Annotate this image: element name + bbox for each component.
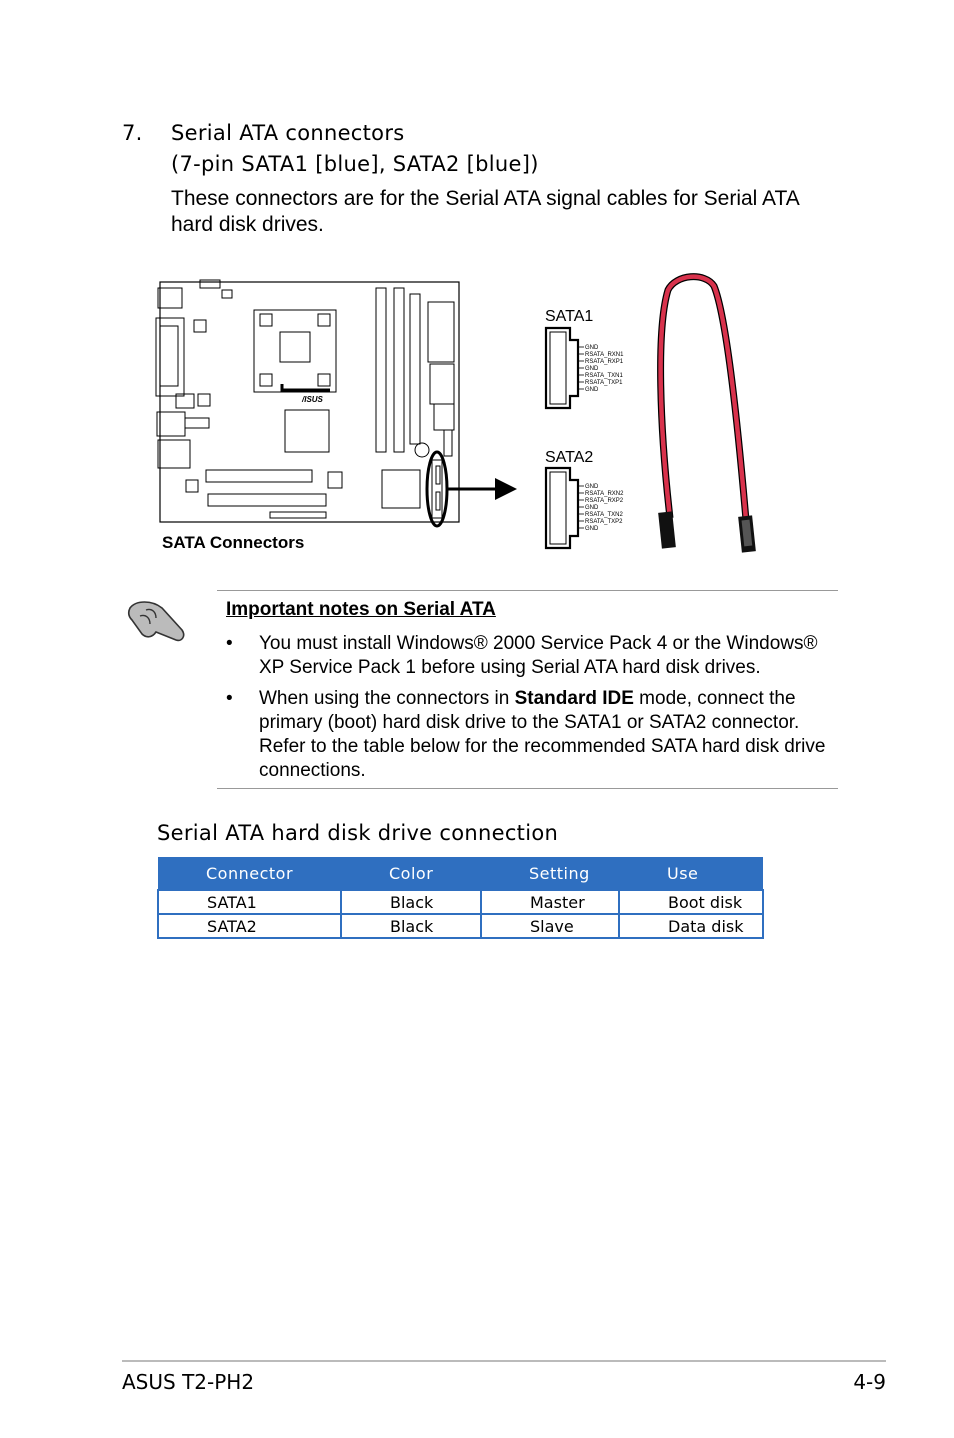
sata1-connector-diagram (546, 328, 578, 408)
section-title: Serial ATA connectors (171, 121, 405, 145)
sata1-pin-5: RSATA_TXN1 (585, 373, 623, 379)
cell-use: Data disk (619, 914, 763, 938)
section-description-line2: hard disk drives. (171, 213, 324, 236)
cell-setting: Master (481, 890, 619, 914)
note-bullet-2-suffix: mode, connect the (633, 688, 796, 709)
motherboard-layout (156, 280, 459, 526)
table-title: Serial ATA hard disk drive connection (157, 821, 559, 845)
sata2-pin-labels (585, 484, 624, 532)
footer-product-name: ASUS T2-PH2 (122, 1370, 255, 1394)
sata2-pin-7: GND (585, 526, 599, 532)
header-connector: Connector (158, 857, 341, 890)
header-use: Use (619, 857, 763, 890)
sata-diagram (150, 270, 790, 570)
board-logo: /ISUS (302, 395, 323, 404)
note-bullet-2-line3: Refer to the table below for the recommended SATA hard disk drive (259, 736, 826, 757)
sata1-pin-4: GND (585, 366, 599, 372)
note-bullet-2-prefix: When using the connectors in (259, 688, 515, 709)
sata1-pin-3: RSATA_RXP1 (585, 359, 624, 365)
sata2-pin-3: RSATA_RXP2 (585, 498, 624, 504)
pointer-arrow (448, 478, 517, 500)
sata2-label: SATA2 (545, 449, 594, 466)
cell-setting: Slave (481, 914, 619, 938)
sata1-pin-7: GND (585, 387, 599, 393)
note-top-rule (217, 590, 838, 591)
sata1-pin-6: RSATA_TXP1 (585, 380, 623, 386)
note-bullet-2 (226, 687, 838, 783)
sata2-pin-6: RSATA_TXP2 (585, 519, 623, 525)
cell-connector: SATA1 (158, 890, 341, 914)
table-header-row (158, 857, 763, 890)
note-bullet-2-line4: connections. (259, 760, 366, 781)
sata1-pin-2: RSATA_RXN1 (585, 352, 624, 358)
footer-rule (122, 1360, 886, 1362)
section-description-line1: These connectors are for the Serial ATA signal cables for Serial ATA (171, 187, 800, 210)
header-color: Color (341, 857, 481, 890)
bullet-dot: • (226, 633, 233, 654)
cell-connector: SATA2 (158, 914, 341, 938)
sata2-pin-4: GND (585, 505, 599, 511)
table-row (158, 914, 763, 938)
section-number: 7. (122, 121, 143, 145)
sata1-pin-1: GND (585, 345, 599, 351)
note-bullet-2-line2: primary (boot) hard disk drive to the SATA1 or SATA2 connector. (259, 712, 800, 733)
diagram-caption: SATA Connectors (162, 533, 305, 552)
cell-use: Boot disk (619, 890, 763, 914)
standard-ide-term: Standard IDE (514, 688, 634, 709)
sata2-pin-1: GND (585, 484, 599, 490)
connection-table (157, 857, 764, 939)
section-subtitle: (7-pin SATA1 [blue], SATA2 [blue]) (171, 152, 539, 176)
note-bullet-1 (226, 632, 838, 680)
table-row (158, 890, 763, 914)
sata1-label: SATA1 (545, 308, 594, 325)
sata1-pin-labels (585, 345, 624, 393)
sata2-connector-diagram (546, 468, 578, 548)
bullet-dot: • (226, 688, 233, 709)
sata2-pin-5: RSATA_TXN2 (585, 512, 623, 518)
note-bullet-1-line2: XP Service Pack 1 before using Serial ATA hard disk drives. (259, 657, 761, 678)
footer-page-number: 4-9 (853, 1370, 886, 1394)
note-bullet-1-line1: You must install Windows® 2000 Service Pack 4 or the Windows® (259, 633, 818, 654)
sata2-pin-2: RSATA_RXN2 (585, 491, 624, 497)
sata-cable-illustration (658, 277, 756, 553)
note-bullet-list (226, 632, 838, 790)
cell-color: Black (341, 914, 481, 938)
header-setting: Setting (481, 857, 619, 890)
note-title: Important notes on Serial ATA (226, 599, 496, 620)
connection-table-wrap (157, 857, 764, 939)
cell-color: Black (341, 890, 481, 914)
note-bottom-rule (217, 788, 838, 789)
hand-note-icon (126, 594, 188, 646)
